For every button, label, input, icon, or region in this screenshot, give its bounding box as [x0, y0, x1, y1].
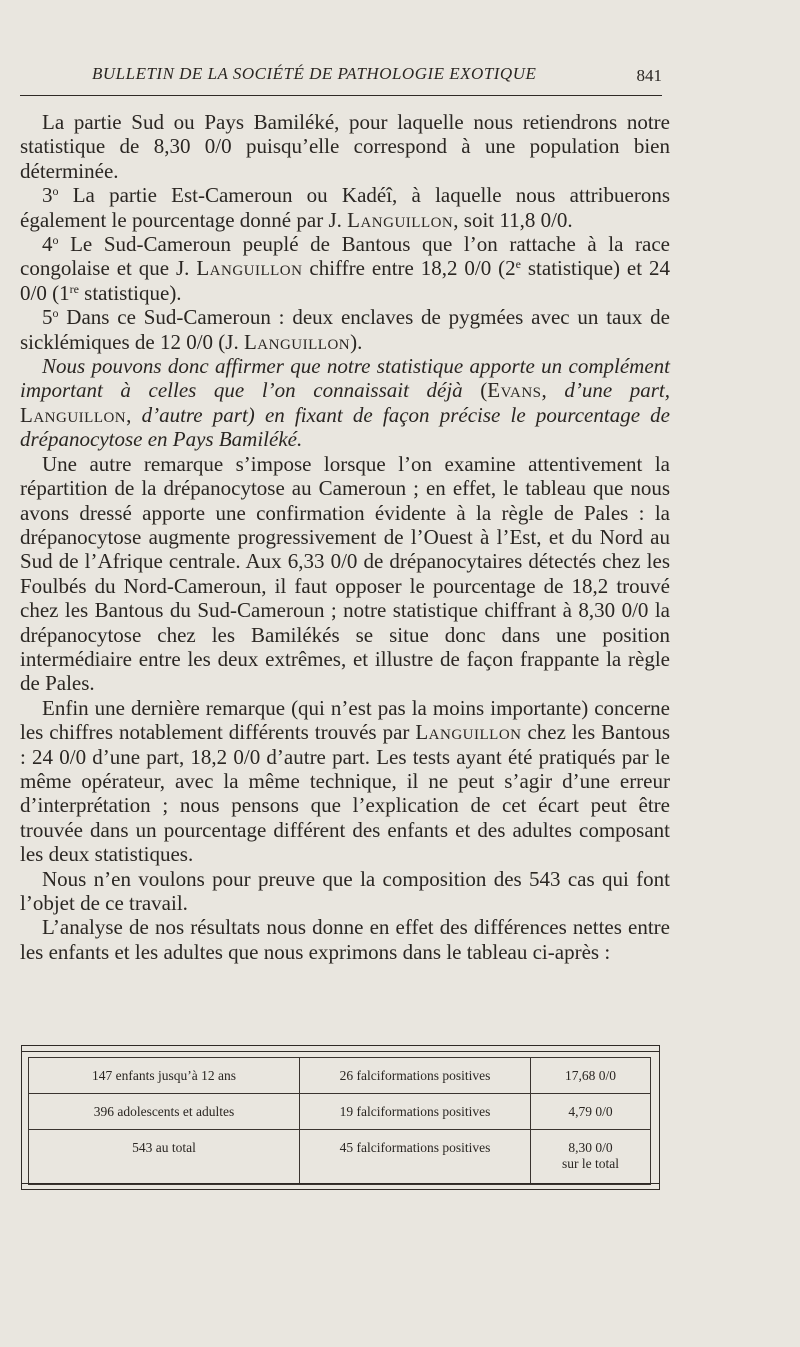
- frame-rule: [22, 1189, 659, 1190]
- paragraph-6: Une autre remarque s’impose lorsque l’on examine attentivement la répartition de la drépanocytose au Cameroun ; en effet, le tableau que nous avons dressé apporte une confirmation évidente à la règle de Pales : la drépanocytose augmente progressivement de l’Ouest à l’Est, et du Nord au Sud de l’Afrique centrale. Aux 6,33 0/0 de drépanocytaires détectés chez les Foulbés du Nord-Cameroun, il faut opposer le pourcentage de 18,2 trouvé chez les Bantous du Sud-Cameroun ; notre statistique chiffrant à 8,30 0/0 la drépanocytose chez les Bamilékés se situe donc dans une position intermédiaire entre les deux extrêmes, et illustre de façon frappante la règle de Pales.: [20, 451, 670, 696]
- table-row: [29, 1094, 651, 1130]
- paragraph-1: La partie Sud ou Pays Bamiléké, pour laquelle nous retiendrons notre statistique de 8,30 0/0 puisqu’elle correspond à une population bien déterminée.: [20, 110, 670, 183]
- running-header: [92, 62, 662, 88]
- author-name: Languillon: [196, 256, 303, 281]
- results-table-frame: [21, 1045, 660, 1190]
- body-text: [20, 110, 670, 964]
- author-name: Evans: [487, 378, 542, 403]
- results-table: [28, 1057, 651, 1185]
- frame-rule: [22, 1045, 659, 1046]
- table-cell-positives: 26 falciformations positives: [300, 1058, 531, 1094]
- paragraph-4: 5$^o$ Dans ce Sud-Cameroun : deux enclaves de pygmées avec un taux de sicklémiques de 12 0/0 (J. Languillon).: [20, 305, 670, 354]
- frame-rule: [22, 1183, 659, 1184]
- author-name: Languillon: [347, 207, 454, 232]
- table-row: [29, 1058, 651, 1094]
- table-cell-group: 147 enfants jusqu’à 12 ans: [29, 1058, 300, 1094]
- table-cell-positives: 19 falciformations positives: [300, 1094, 531, 1130]
- author-name: Languillon: [243, 329, 351, 354]
- paragraph-5: Nous pouvons donc affirmer que notre statistique apporte un complément important à celles que l’on connaissait déjà (Evans, d’une part, Languillon, d’autre part) en fixant de façon précise le pourcentage de drépanocytose en Pays Bamiléké.: [20, 354, 671, 452]
- table-cell-group: 396 adolescents et adultes: [29, 1094, 300, 1130]
- author-name: Languillon: [415, 720, 522, 745]
- journal-title: BULLETIN DE LA SOCIÉTÉ DE PATHOLOGIE EXOTIQUE: [92, 64, 537, 83]
- rate-value: 8,30 0/0: [568, 1140, 613, 1155]
- frame-rule: [22, 1051, 659, 1052]
- author-name: Languillon: [20, 402, 127, 427]
- paragraph-7: Enfin une dernière remarque (qui n’est pas la moins importante) concerne les chiffres notablement différents trouvés par Languillon chez les Bantous : 24 0/0 d’une part, 18,2 0/0 d’autre part. Les tests ayant été pratiqués par le même opérateur, avec la même technique, il ne peut s’agir d’une erreur d’interprétation ; nous pensons que l’explication de cet écart peut être trouvée dans un pourcentage différent des enfants et des adultes composant les deux statistiques.: [20, 695, 670, 867]
- rate-note: sur le total: [562, 1156, 619, 1171]
- page-number: 841: [636, 66, 662, 85]
- table-cell-rate: 4,79 0/0: [531, 1094, 651, 1130]
- paragraph-3: 4$^o$ Le Sud-Cameroun peuplé de Bantous que l’on rattache à la race congolaise et que J. Languillon chiffre entre 18,2 0/0 (2e statistique) et 24 0/0 (1re statistique).: [20, 232, 670, 305]
- paragraph-9: L’analyse de nos résultats nous donne en effet des différences nettes entre les enfants et les adultes que nous exprimons dans le tableau ci-après :: [20, 915, 670, 964]
- header-rule: [20, 95, 662, 96]
- table-cell-rate: 17,68 0/0: [531, 1058, 651, 1094]
- table-cell-group: 543 au total: [29, 1130, 300, 1185]
- paragraph-8: Nous n’en voulons pour preuve que la composition des 543 cas qui font l’objet de ce travail.: [20, 866, 670, 915]
- paragraph-2: 3$^o$ La partie Est-Cameroun ou Kadéî, à laquelle nous attribuerons également le pourcentage donné par J. Languillon, soit 11,8 0/0.: [20, 183, 670, 232]
- table-cell-rate: [531, 1130, 651, 1185]
- table-row: [29, 1130, 651, 1185]
- table-cell-positives: 45 falciformations positives: [300, 1130, 531, 1185]
